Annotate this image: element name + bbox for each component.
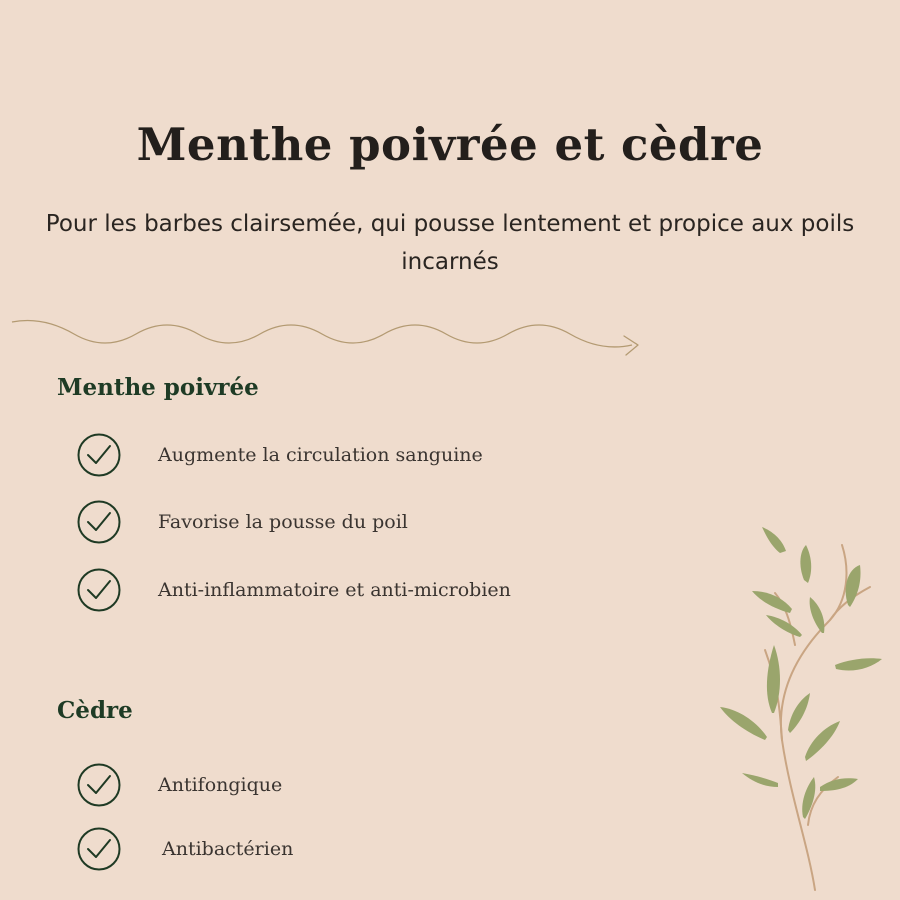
list-item bbox=[76, 762, 282, 808]
section-title-menthe: Menthe poivrée bbox=[57, 374, 259, 401]
page-title: Menthe poivrée et cèdre bbox=[136, 118, 764, 171]
list-item bbox=[76, 567, 511, 613]
check-circle-icon bbox=[76, 762, 122, 808]
list-item bbox=[76, 499, 408, 545]
list-item bbox=[76, 432, 483, 478]
check-circle-icon bbox=[76, 826, 122, 872]
wavy-arrow-icon bbox=[10, 312, 650, 360]
list-item bbox=[76, 826, 293, 872]
item-label: Antifongique bbox=[158, 774, 283, 796]
section-title-cedre: Cèdre bbox=[57, 697, 133, 724]
item-label: Favorise la pousse du poil bbox=[158, 511, 408, 533]
item-label: Antibactérien bbox=[162, 838, 294, 860]
leaf-branch-icon bbox=[710, 525, 890, 895]
page-subtitle: Pour les barbes clairsemée, qui pousse lentement et propice aux poils incarnés bbox=[45, 211, 855, 275]
item-label: Augmente la circulation sanguine bbox=[158, 444, 483, 466]
check-circle-icon bbox=[76, 499, 122, 545]
item-label: Anti-inflammatoire et anti-microbien bbox=[158, 579, 511, 601]
check-circle-icon bbox=[76, 567, 122, 613]
check-circle-icon bbox=[76, 432, 122, 478]
